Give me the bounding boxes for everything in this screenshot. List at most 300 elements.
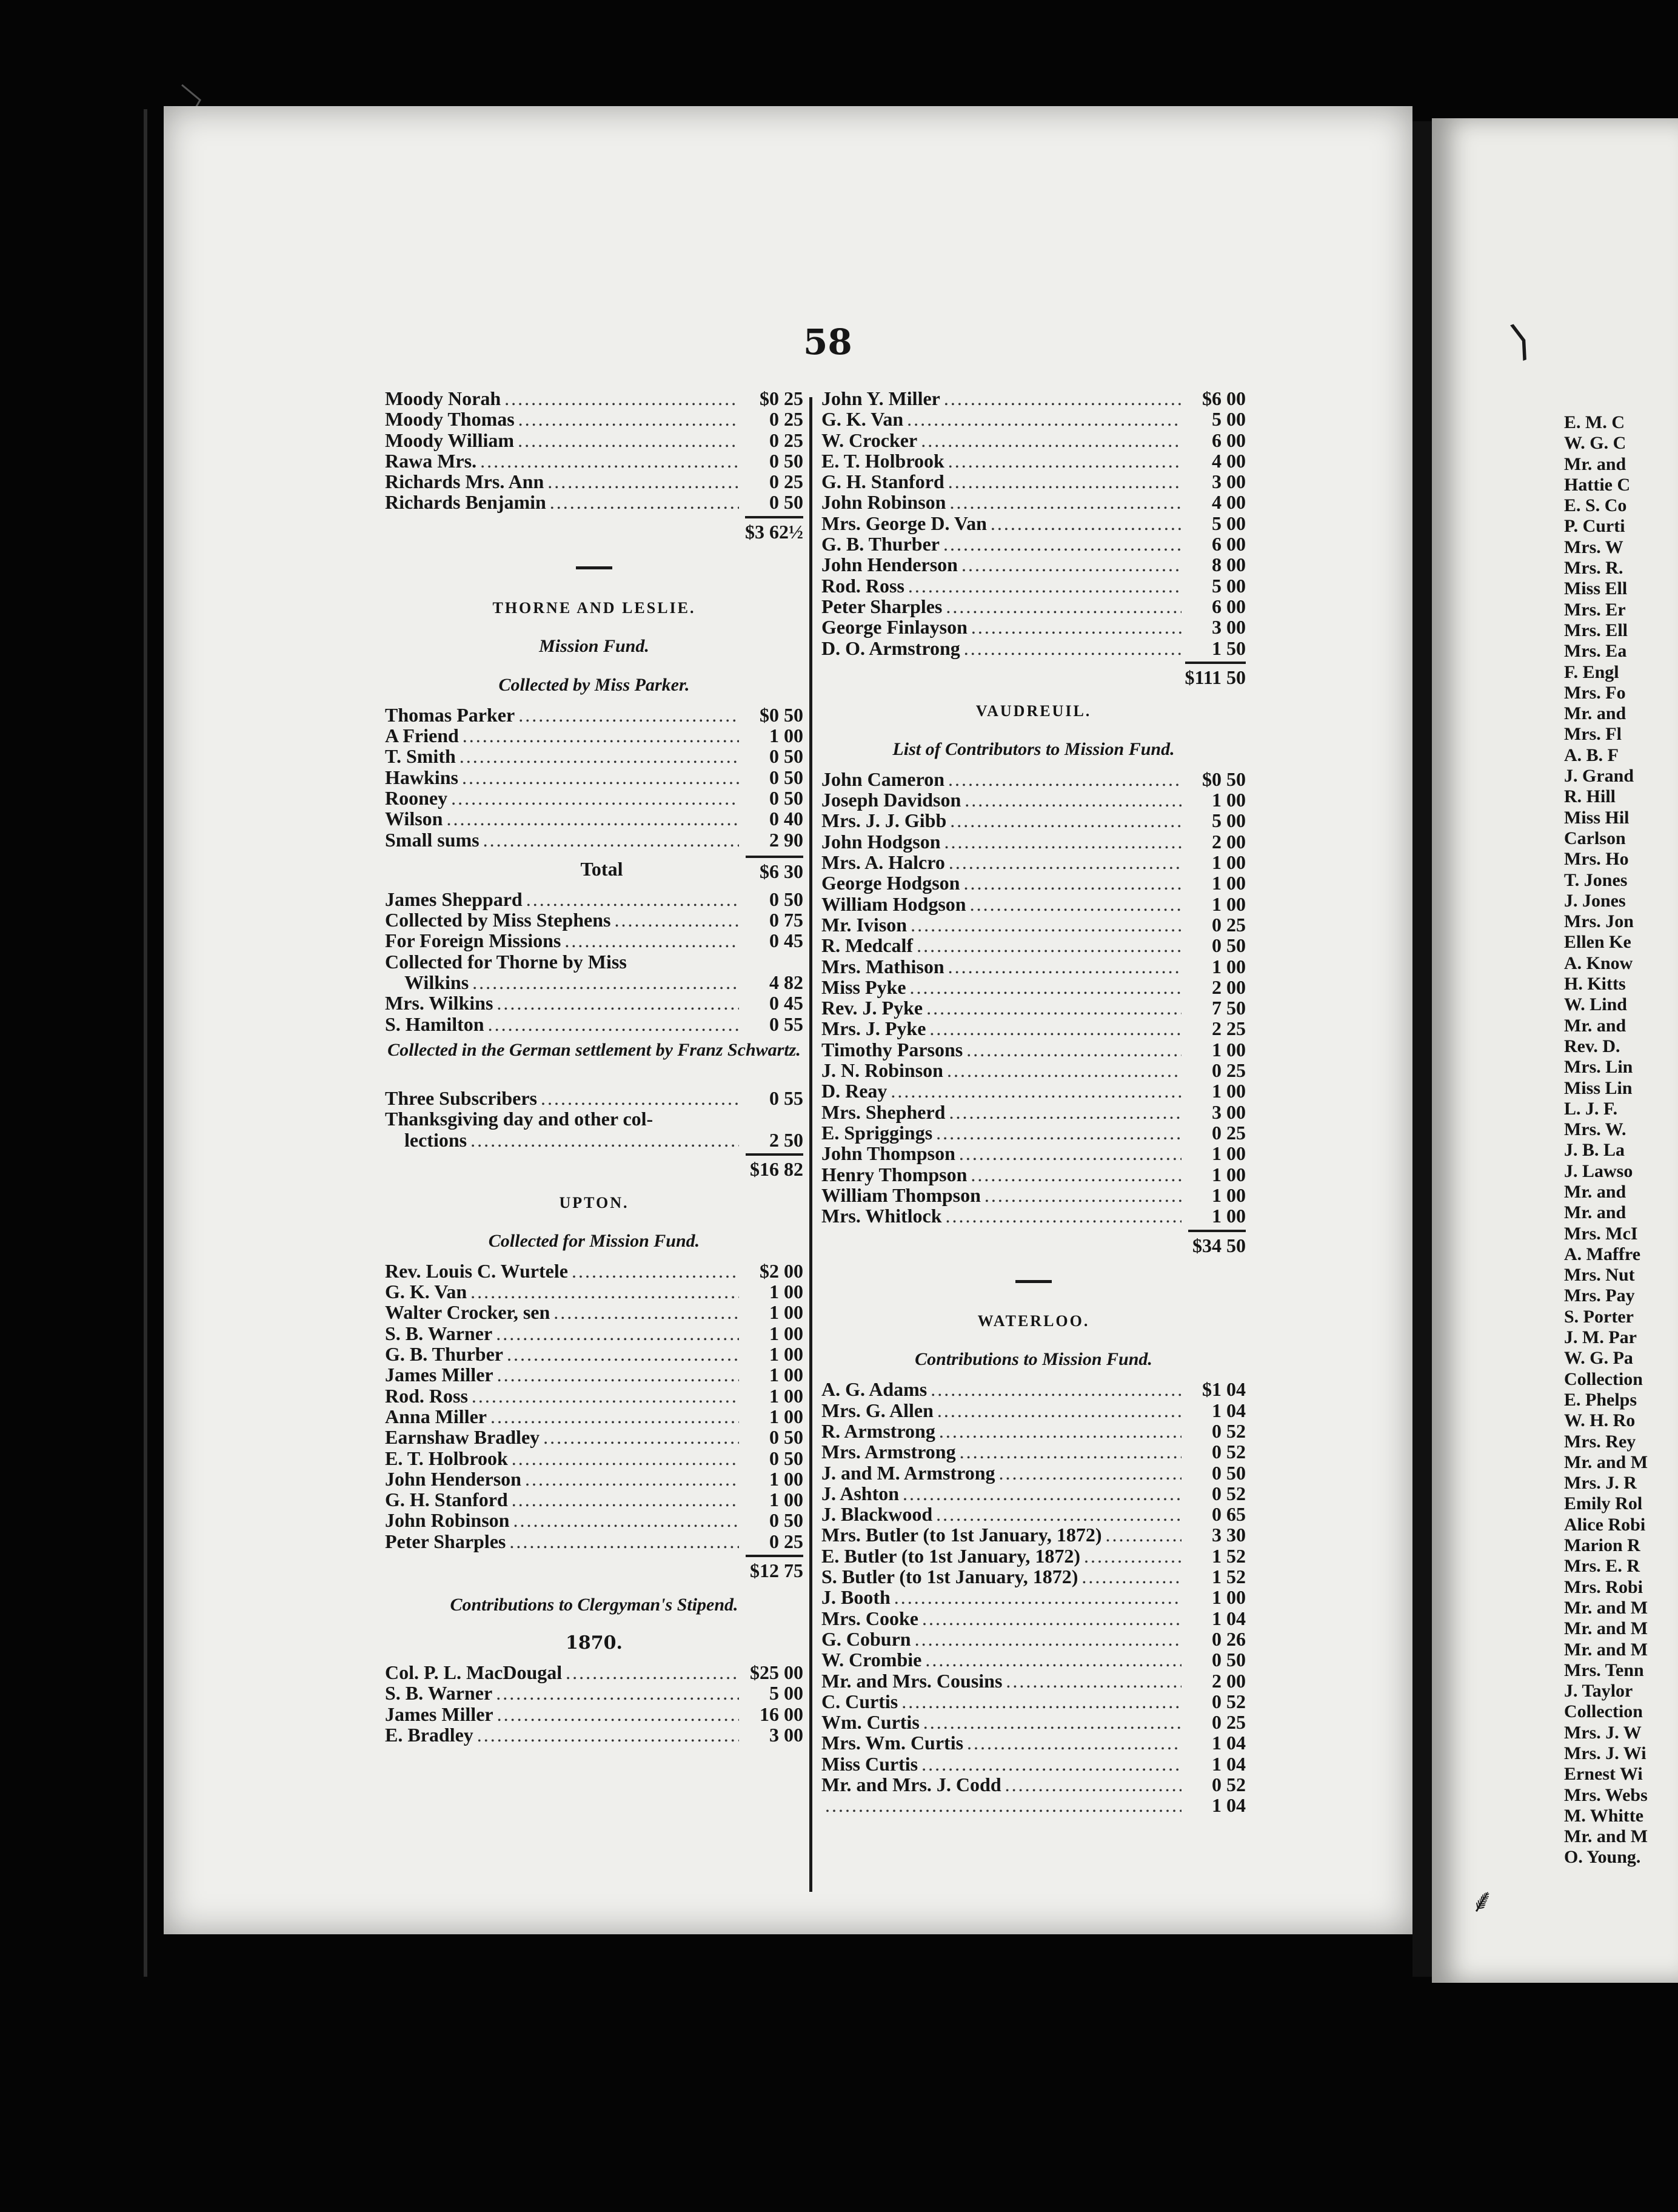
- contributor-name: S. B. Warner: [385, 1682, 493, 1704]
- contributor-name: Collected by Miss Stephens: [385, 909, 611, 931]
- contribution-row: [821, 471, 1246, 492]
- contributor-name: Richards Mrs. Ann: [385, 471, 544, 493]
- contributor-name: J. Ashton: [821, 1482, 900, 1504]
- dot-leader: [525, 1469, 739, 1489]
- contributor-name: G. H. Stanford: [385, 1489, 508, 1511]
- dot-leader: [915, 1629, 1182, 1649]
- contribution-amount: $25 00: [750, 1661, 803, 1683]
- contribution-amount: 1 00: [1212, 1038, 1246, 1061]
- dot-leader: [970, 894, 1182, 914]
- contribution-amount: 1 52: [1212, 1544, 1246, 1567]
- contribution-row: [821, 430, 1246, 451]
- contributor-name: James Sheppard: [385, 888, 523, 910]
- contribution-row: [385, 388, 803, 409]
- contribution-amount: 1 00: [1212, 893, 1246, 915]
- contributor-name: John Thompson: [821, 1142, 955, 1165]
- contributor-name: Rawa Mrs.: [385, 449, 477, 472]
- contribution-row: [821, 596, 1246, 617]
- dot-leader: [949, 1102, 1182, 1122]
- section-heading-vaudreuil: VAUDREUIL.: [975, 702, 1092, 720]
- contribution-amount: 2 00: [1212, 1669, 1246, 1692]
- fragment-row: Collection: [1564, 1369, 1643, 1389]
- fragment-row: Mr. and: [1564, 703, 1626, 724]
- contribution-row: [385, 889, 803, 910]
- contribution-amount: $0 25: [760, 387, 803, 409]
- dot-leader: [922, 1608, 1182, 1629]
- contributor-name: John Henderson: [385, 1467, 521, 1490]
- contributor-name: Mrs. Cooke: [821, 1607, 918, 1629]
- contributor-name: D. Reay: [821, 1080, 887, 1102]
- contribution-row: [385, 1724, 803, 1745]
- contribution-row: [385, 1427, 803, 1447]
- contribution-amount: 1 50: [1212, 637, 1246, 659]
- contributor-name: John Cameron: [821, 768, 944, 790]
- fragment-row: A. B. F: [1564, 745, 1619, 765]
- fragment-row: Mrs. R.: [1564, 558, 1623, 578]
- subheading-waterloo: Contributions to Mission Fund.: [915, 1349, 1152, 1370]
- contribution-row: [821, 894, 1246, 914]
- dot-leader: [488, 1014, 739, 1034]
- contribution-amount: 1 04: [1212, 1399, 1246, 1421]
- contributor-name: Rev. Louis C. Wurtele: [385, 1259, 568, 1282]
- contributor-name: Earnshaw Bradley: [385, 1426, 540, 1449]
- contribution-row: [821, 1732, 1246, 1753]
- contribution-row: [821, 492, 1246, 512]
- contribution-amount: 3 00: [1212, 471, 1246, 493]
- contribution-amount: 0 50: [769, 766, 803, 788]
- contribution-row: [385, 910, 803, 930]
- contribution-amount: $2 00: [760, 1259, 803, 1282]
- contribution-row: [821, 852, 1246, 873]
- contribution-amount: 16 00: [760, 1703, 803, 1725]
- dot-leader: [497, 1704, 739, 1724]
- stipend-list: [385, 1662, 803, 1745]
- contributor-name: Hawkins: [385, 766, 458, 788]
- dot-leader: [1084, 1546, 1182, 1566]
- fragment-row: Emily Rol: [1564, 1493, 1643, 1514]
- contribution-amount: 3 00: [1212, 616, 1246, 638]
- right-page-fragment-list: [1564, 412, 1678, 1868]
- stipend-year: 1870.: [566, 1632, 623, 1654]
- dot-leader: [944, 388, 1182, 409]
- fragment-row: A. Maffre: [1564, 1244, 1641, 1264]
- dot-leader: [526, 889, 739, 910]
- contribution-row: [821, 638, 1246, 659]
- contributor-name: Mr. and Mrs. J. Codd: [821, 1774, 1001, 1796]
- fragment-row: Mrs. Er: [1564, 599, 1626, 620]
- contribution-row: [821, 1483, 1246, 1504]
- contributor-name: Wilkins: [404, 971, 469, 994]
- contribution-row: [821, 1018, 1246, 1039]
- contribution-row: [821, 1524, 1246, 1545]
- contribution-amount: 7 50: [1212, 997, 1246, 1019]
- dot-leader: [496, 1683, 739, 1703]
- fragment-row: H. Kitts: [1564, 974, 1626, 994]
- fragment-row: Mr. and: [1564, 1015, 1626, 1036]
- page-number: 58: [803, 321, 852, 363]
- contribution-row: [385, 1302, 803, 1322]
- dot-leader: [490, 1406, 739, 1427]
- contribution-row: [821, 1102, 1246, 1122]
- dot-leader: [960, 1441, 1182, 1462]
- dot-leader: [462, 767, 739, 788]
- contribution-row: [385, 1130, 803, 1150]
- fragment-row: J. Jones: [1564, 890, 1626, 911]
- contribution-amount: 0 25: [769, 408, 803, 431]
- parker-list: [385, 705, 803, 850]
- contribution-amount: $0 50: [1202, 768, 1246, 790]
- dot-leader: [944, 831, 1182, 852]
- contribution-amount: 2 00: [1212, 976, 1246, 998]
- dot-leader: [553, 1302, 739, 1322]
- fragment-row: Marion R: [1564, 1535, 1640, 1556]
- contribution-amount: 0 26: [1212, 1627, 1246, 1650]
- contribution-row: [821, 1566, 1246, 1587]
- contribution-row: [821, 554, 1246, 575]
- contributor-name: Mrs. George D. Van: [821, 512, 987, 534]
- parker-total-row: [385, 850, 803, 889]
- contribution-row: [821, 1379, 1246, 1399]
- contributor-name: James Miller: [385, 1703, 493, 1725]
- fragment-row: Hattie C: [1564, 474, 1631, 495]
- contribution-amount: 2 50: [769, 1128, 803, 1151]
- contributor-name: Walter Crocker, sen: [385, 1301, 550, 1324]
- dot-leader: [971, 1164, 1182, 1185]
- contribution-amount: 5 00: [1212, 408, 1246, 431]
- fragment-row: Mrs. Rey: [1564, 1431, 1636, 1452]
- fragment-row: Mr. and M: [1564, 1639, 1648, 1660]
- dot-leader: [999, 1463, 1182, 1483]
- contribution-row: [385, 1448, 803, 1469]
- contribution-amount: 3 30: [1212, 1524, 1246, 1546]
- fragment-row: Rev. D.: [1564, 1036, 1620, 1056]
- contributor-name: Small sums: [385, 828, 480, 851]
- contribution-amount: 0 50: [769, 888, 803, 910]
- contribution-row: [821, 1587, 1246, 1607]
- contribution-amount: 0 52: [1212, 1482, 1246, 1504]
- contributor-name: Mrs. A. Halcro: [821, 851, 945, 874]
- contribution-amount: 1 00: [769, 1489, 803, 1511]
- contribution-row: [385, 788, 803, 808]
- contribution-row: [821, 831, 1246, 852]
- dot-leader: [451, 788, 739, 808]
- subheading-upton-collected: Collected for Mission Fund.: [488, 1230, 700, 1251]
- contribution-row: [821, 1039, 1246, 1060]
- contribution-row: [821, 1400, 1246, 1421]
- contributor-name: J. and M. Armstrong: [821, 1461, 995, 1484]
- contribution-row: [821, 1608, 1246, 1629]
- upton-continued-total: $111 50: [821, 659, 1246, 692]
- contribution-amount: 1 04: [1212, 1794, 1246, 1817]
- fragment-row: W. G. Pa: [1564, 1348, 1633, 1369]
- contributor-name: For Foreign Missions: [385, 930, 561, 952]
- dot-leader: [948, 451, 1182, 471]
- contribution-row: [385, 430, 803, 451]
- contribution-amount: 0 65: [1212, 1503, 1246, 1526]
- dot-leader: [463, 725, 739, 746]
- contribution-amount: 5 00: [1212, 512, 1246, 534]
- contributor-name: J. N. Robinson: [821, 1059, 943, 1082]
- contributor-name: G. K. Van: [821, 408, 904, 431]
- contribution-amount: 0 52: [1212, 1441, 1246, 1463]
- contribution-amount: 0 50: [1212, 1649, 1246, 1671]
- contribution-row: [821, 977, 1246, 997]
- dot-leader: [497, 1364, 739, 1385]
- contributor-name: E. T. Holbrook: [821, 449, 944, 472]
- fragment-row: E. M. C: [1564, 412, 1625, 432]
- section-rule: [821, 1260, 1246, 1302]
- contribution-amount: $0 50: [760, 703, 803, 726]
- contribution-amount: 0 50: [769, 1426, 803, 1449]
- contributor-name: Mrs. Wilkins: [385, 992, 493, 1014]
- contributor-name: A Friend: [385, 725, 459, 747]
- fragment-row: Mrs. Lin: [1564, 1057, 1633, 1078]
- contributor-name: Mrs. Wm. Curtis: [821, 1732, 964, 1754]
- contributor-name: Moody Norah: [385, 387, 501, 409]
- fragment-row: W. Lind: [1564, 994, 1627, 1015]
- dot-leader: [967, 1732, 1182, 1753]
- contribution-amount: 1 00: [769, 1384, 803, 1407]
- fragment-row: Miss Lin: [1564, 1078, 1633, 1098]
- fragment-row: L. J. F.: [1564, 1098, 1618, 1119]
- contribution-row: [385, 1108, 803, 1129]
- dot-leader: [948, 956, 1182, 977]
- fragment-row: Mrs. W.: [1564, 1119, 1626, 1140]
- dot-leader: [931, 1379, 1182, 1399]
- contribution-row: [385, 1088, 803, 1108]
- dot-leader: [948, 769, 1182, 789]
- dot-leader: [470, 1130, 739, 1150]
- contribution-amount: 0 52: [1212, 1774, 1246, 1796]
- contribution-amount: 2 00: [1212, 830, 1246, 853]
- contribution-row: [821, 1185, 1246, 1205]
- contributor-name: W. Crocker: [821, 429, 918, 451]
- contributor-name: Mrs. Mathison: [821, 955, 944, 977]
- fragment-row: Carlson: [1564, 828, 1626, 848]
- german-list: [385, 1088, 803, 1150]
- dot-leader: [923, 1712, 1182, 1732]
- contribution-row: [821, 789, 1246, 810]
- contribution-amount: 6 00: [1212, 429, 1246, 451]
- contributor-name: D. O. Armstrong: [821, 637, 960, 659]
- contribution-row: [821, 617, 1246, 637]
- dot-leader: [470, 1281, 739, 1302]
- total-label: Total: [580, 858, 623, 880]
- contributor-name: George Hodgson: [821, 872, 960, 894]
- fragment-row: Mr. and M: [1564, 1618, 1648, 1639]
- contribution-amount: 8 00: [1212, 554, 1246, 576]
- contributor-name: Rooney: [385, 786, 448, 809]
- dot-leader: [446, 808, 739, 829]
- contribution-amount: 2 90: [769, 828, 803, 851]
- contribution-amount: 1 00: [769, 1281, 803, 1303]
- section-rule: [385, 547, 803, 589]
- contributor-name: Miss Curtis: [821, 1752, 918, 1775]
- contribution-row: [821, 1164, 1246, 1185]
- fragment-row: W. G. C: [1564, 433, 1626, 454]
- contribution-amount: 1 00: [1212, 851, 1246, 874]
- fragment-row: Mr. and M: [1564, 1826, 1648, 1847]
- fragment-row: Mrs. W: [1564, 537, 1623, 557]
- dot-leader: [907, 409, 1182, 429]
- contribution-row: [385, 972, 803, 993]
- contribution-amount: 0 50: [769, 449, 803, 472]
- total-amount: $6 30: [746, 856, 803, 883]
- fragment-row: Mrs. Ho: [1564, 849, 1629, 870]
- ink-mark: ⸙: [1470, 1882, 1495, 1920]
- contributor-name: Miss Pyke: [821, 976, 906, 998]
- upton-total: $12 75: [385, 1552, 803, 1586]
- contributor-name: Mr. and Mrs. Cousins: [821, 1669, 1003, 1692]
- waterloo-list: [821, 1379, 1246, 1815]
- contribution-amount: 1 00: [1212, 1142, 1246, 1165]
- contributor-name: S. B. Warner: [385, 1322, 493, 1344]
- contribution-amount: 0 75: [769, 909, 803, 931]
- contributor-name: E. Spriggings: [821, 1121, 933, 1144]
- contributor-name: Henry Thompson: [821, 1163, 968, 1185]
- fragment-row: Miss Ell: [1564, 578, 1628, 599]
- contributor-name: Thanksgiving day and other col-: [385, 1108, 653, 1130]
- contributor-name: A. G. Adams: [821, 1378, 928, 1401]
- contributor-name: R. Armstrong: [821, 1419, 935, 1442]
- dot-leader: [518, 430, 739, 451]
- fragment-row: E. Phelps: [1564, 1389, 1637, 1410]
- contribution-amount: 0 25: [1212, 913, 1246, 936]
- contribution-amount: 1 00: [769, 1322, 803, 1344]
- fragment-row: Mr. and M: [1564, 1452, 1648, 1472]
- contribution-row: [385, 705, 803, 725]
- contributor-name: Moody William: [385, 429, 515, 451]
- dot-leader: [947, 1060, 1182, 1081]
- thorne-total: $16 82: [385, 1150, 803, 1184]
- contribution-amount: 1 00: [1212, 789, 1246, 811]
- dot-leader: [509, 1531, 739, 1552]
- contributor-name: Mrs. Shepherd: [821, 1101, 946, 1123]
- dot-leader: [518, 705, 739, 725]
- section-heading-upton: UPTON.: [559, 1193, 629, 1212]
- dot-leader: [507, 1344, 739, 1364]
- fragment-row: Mr. and: [1564, 454, 1626, 474]
- contribution-row: [385, 1489, 803, 1510]
- dot-leader: [1006, 1671, 1182, 1691]
- contribution-amount: 4 00: [1212, 491, 1246, 514]
- contribution-amount: 0 45: [769, 930, 803, 952]
- contribution-row: [821, 997, 1246, 1018]
- dot-leader: [949, 492, 1182, 512]
- subheading-mission-fund: Mission Fund.: [539, 635, 649, 656]
- dot-leader: [901, 1691, 1182, 1712]
- dot-leader: [963, 873, 1182, 893]
- contribution-amount: 1 00: [1212, 1205, 1246, 1227]
- contribution-row: [821, 1060, 1246, 1081]
- dot-leader: [991, 513, 1182, 534]
- subheading-collected-by: Collected by Miss Parker.: [498, 674, 690, 695]
- vaudreuil-list: [821, 769, 1246, 1227]
- contribution-row: [821, 575, 1246, 596]
- contribution-amount: 1 00: [769, 725, 803, 747]
- fragment-row: Mr. and M: [1564, 1597, 1648, 1618]
- fragment-row: Mr. and: [1564, 1181, 1626, 1202]
- contribution-amount: 0 50: [769, 1509, 803, 1532]
- contribution-row: [385, 951, 803, 972]
- contribution-row: [385, 746, 803, 766]
- contributor-name: Moody Thomas: [385, 408, 515, 431]
- subheading-stipend: Contributions to Clergyman's Stipend.: [450, 1594, 738, 1615]
- dot-leader: [908, 575, 1182, 596]
- contribution-amount: 0 50: [1212, 934, 1246, 957]
- contribution-row: [385, 471, 803, 492]
- column-right: [821, 388, 1246, 1816]
- fragment-row: J. Lawso: [1564, 1161, 1633, 1181]
- dot-leader: [483, 830, 739, 850]
- contribution-amount: 0 25: [1212, 1059, 1246, 1082]
- contribution-row: [385, 767, 803, 788]
- contributor-name: John Hodgson: [821, 830, 941, 853]
- dot-leader: [550, 492, 739, 512]
- dot-leader: [496, 993, 739, 1013]
- contribution-amount: 0 50: [1212, 1461, 1246, 1484]
- dot-leader: [513, 1510, 739, 1530]
- contribution-row: [821, 873, 1246, 893]
- contribution-row: [385, 1510, 803, 1530]
- contribution-amount: 1 00: [1212, 1163, 1246, 1185]
- contribution-row: [385, 1281, 803, 1302]
- fragment-row: M. Whitte: [1564, 1805, 1644, 1826]
- contributor-name: Wm. Curtis: [821, 1711, 920, 1734]
- fragment-row: E. S. Co: [1564, 495, 1627, 516]
- contribution-row: [385, 993, 803, 1013]
- contribution-amount: 0 55: [769, 1013, 803, 1035]
- dot-leader: [961, 554, 1182, 575]
- dot-leader: [472, 972, 739, 993]
- contribution-row: [821, 1795, 1246, 1815]
- contribution-row: [385, 1344, 803, 1364]
- contribution-amount: 1 52: [1212, 1566, 1246, 1588]
- contribution-row: [821, 1754, 1246, 1774]
- fragment-row: A. Know: [1564, 953, 1633, 973]
- contribution-amount: 5 00: [769, 1682, 803, 1704]
- contribution-row: [821, 1629, 1246, 1649]
- contribution-amount: $1 04: [1202, 1378, 1246, 1401]
- contribution-row: [385, 725, 803, 746]
- contribution-row: [821, 1463, 1246, 1483]
- upton-list: [385, 1261, 803, 1552]
- contributor-name: E. Butler (to 1st January, 1872): [821, 1544, 1080, 1567]
- contribution-amount: 0 25: [1212, 1121, 1246, 1144]
- contribution-amount: 0 25: [769, 429, 803, 451]
- dot-leader: [911, 914, 1182, 935]
- contributor-name: Richards Benjamin: [385, 491, 546, 514]
- contribution-row: [821, 534, 1246, 554]
- fragment-row: W. H. Ro: [1564, 1410, 1636, 1431]
- contribution-row: [821, 1143, 1246, 1164]
- dot-leader: [936, 1122, 1182, 1143]
- fragment-row: Mrs. McI: [1564, 1223, 1638, 1244]
- contributor-name: John Robinson: [821, 491, 946, 514]
- contribution-row: [821, 1421, 1246, 1441]
- dot-leader: [946, 1205, 1182, 1226]
- contributor-name: George Finlayson: [821, 616, 968, 638]
- contribution-amount: $6 00: [1202, 387, 1246, 409]
- dot-leader: [925, 1649, 1182, 1670]
- contribution-amount: 0 50: [769, 1447, 803, 1469]
- fragment-row: T. Jones: [1564, 870, 1628, 890]
- contributor-name: W. Crombie: [821, 1649, 922, 1671]
- contributor-name: G. B. Thurber: [821, 533, 940, 555]
- contribution-row: [385, 1531, 803, 1552]
- fragment-row: S. Porter: [1564, 1306, 1634, 1327]
- dot-leader: [966, 1039, 1182, 1060]
